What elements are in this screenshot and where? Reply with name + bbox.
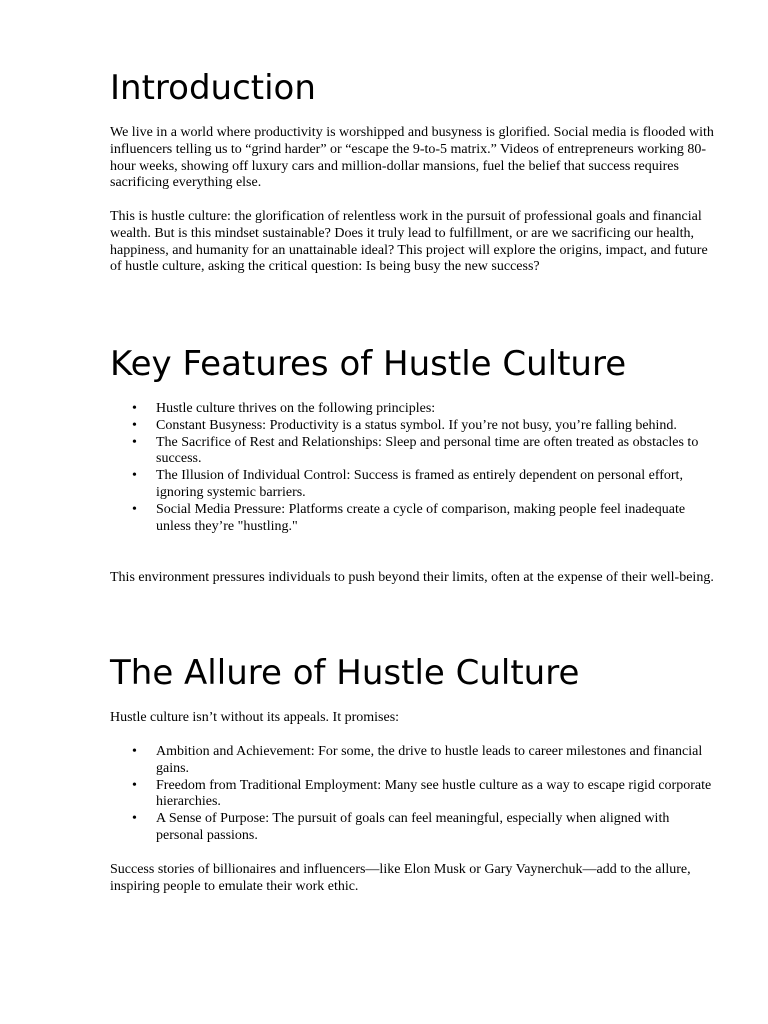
- allure-closing: Success stories of billionaires and influencers—like Elon Musk or Gary Vaynerchuk—add to the allure, inspiring people to emulate their work ethic.: [110, 862, 691, 894]
- intro-body: [110, 125, 714, 192]
- bullet-icon: •: [132, 501, 137, 517]
- allure-list-wrap: [110, 744, 714, 845]
- bullet-icon: •: [132, 777, 137, 793]
- intro-body-2: [110, 209, 714, 276]
- allure-intro: Hustle culture isn’t without its appeals. It promises:: [110, 710, 400, 725]
- bullet-icon: •: [132, 468, 137, 484]
- list-item: • The Sacrifice of Rest and Relationships: Sleep and personal time are often treated as obstacles to success.: [132, 434, 699, 467]
- heading-allure: The Allure of Hustle Culture: [110, 653, 580, 693]
- key-features-closing-wrap: [110, 570, 714, 587]
- heading-key-features: Key Features of Hustle Culture: [110, 344, 627, 384]
- intro-paragraph-2: This is hustle culture: the glorification of relentless work in the pursuit of professional goals and financial wealth. But is this mindset sustainable? Does it truly lead to fulfillment, or are we sacrificing our health, happiness, and humanity for an unattainable ideal? This project will explore the origins, impact, and future of hustle culture, asking the critical question: Is being busy the new success?: [110, 209, 708, 275]
- list-item: • Ambition and Achievement: For some, the drive to hustle leads to career milestones and financial gains.: [132, 744, 703, 776]
- list-item: • Social Media Pressure: Platforms create a cycle of comparison, making people feel inadequate unless they’re "hustling.": [132, 501, 686, 534]
- bullet-icon: •: [132, 417, 137, 433]
- list-item: • Constant Busyness: Productivity is a status symbol. If you’re not busy, you’re falling behind.: [132, 417, 677, 433]
- allure-list: [110, 744, 714, 845]
- key-features-closing: This environment pressures individuals to push beyond their limits, often at the expense of their well-being.: [110, 570, 714, 585]
- bullet-icon: •: [132, 811, 137, 827]
- intro-paragraph-1: We live in a world where productivity is worshipped and busyness is glorified. Social media is flooded with influencers telling us to “grind harder” or “escape the 9-to-5 matrix.” Videos of entrepreneurs working 80-hour weeks, showing off luxury cars and million-dollar mansions, fuel the belief that success requires sacrificing everything else.: [110, 125, 714, 191]
- bullet-icon: •: [132, 744, 137, 759]
- key-features-list: [110, 401, 714, 535]
- key-features-list-wrap: [110, 401, 714, 535]
- list-item: • Hustle culture thrives on the following principles:: [132, 401, 436, 416]
- heading-introduction: Introduction: [110, 68, 316, 108]
- bullet-icon: •: [132, 401, 137, 416]
- bullet-icon: •: [132, 434, 137, 450]
- allure-closing-wrap: [110, 862, 714, 896]
- list-item: • A Sense of Purpose: The pursuit of goals can feel meaningful, especially when aligned with personal passions.: [132, 811, 670, 843]
- list-item: • Freedom from Traditional Employment: Many see hustle culture as a way to escape rigid corporate hierarchies.: [132, 777, 712, 810]
- list-item: • The Illusion of Individual Control: Success is framed as entirely dependent on personal effort, ignoring systemic barriers.: [132, 468, 683, 500]
- allure-intro-wrap: [110, 710, 714, 727]
